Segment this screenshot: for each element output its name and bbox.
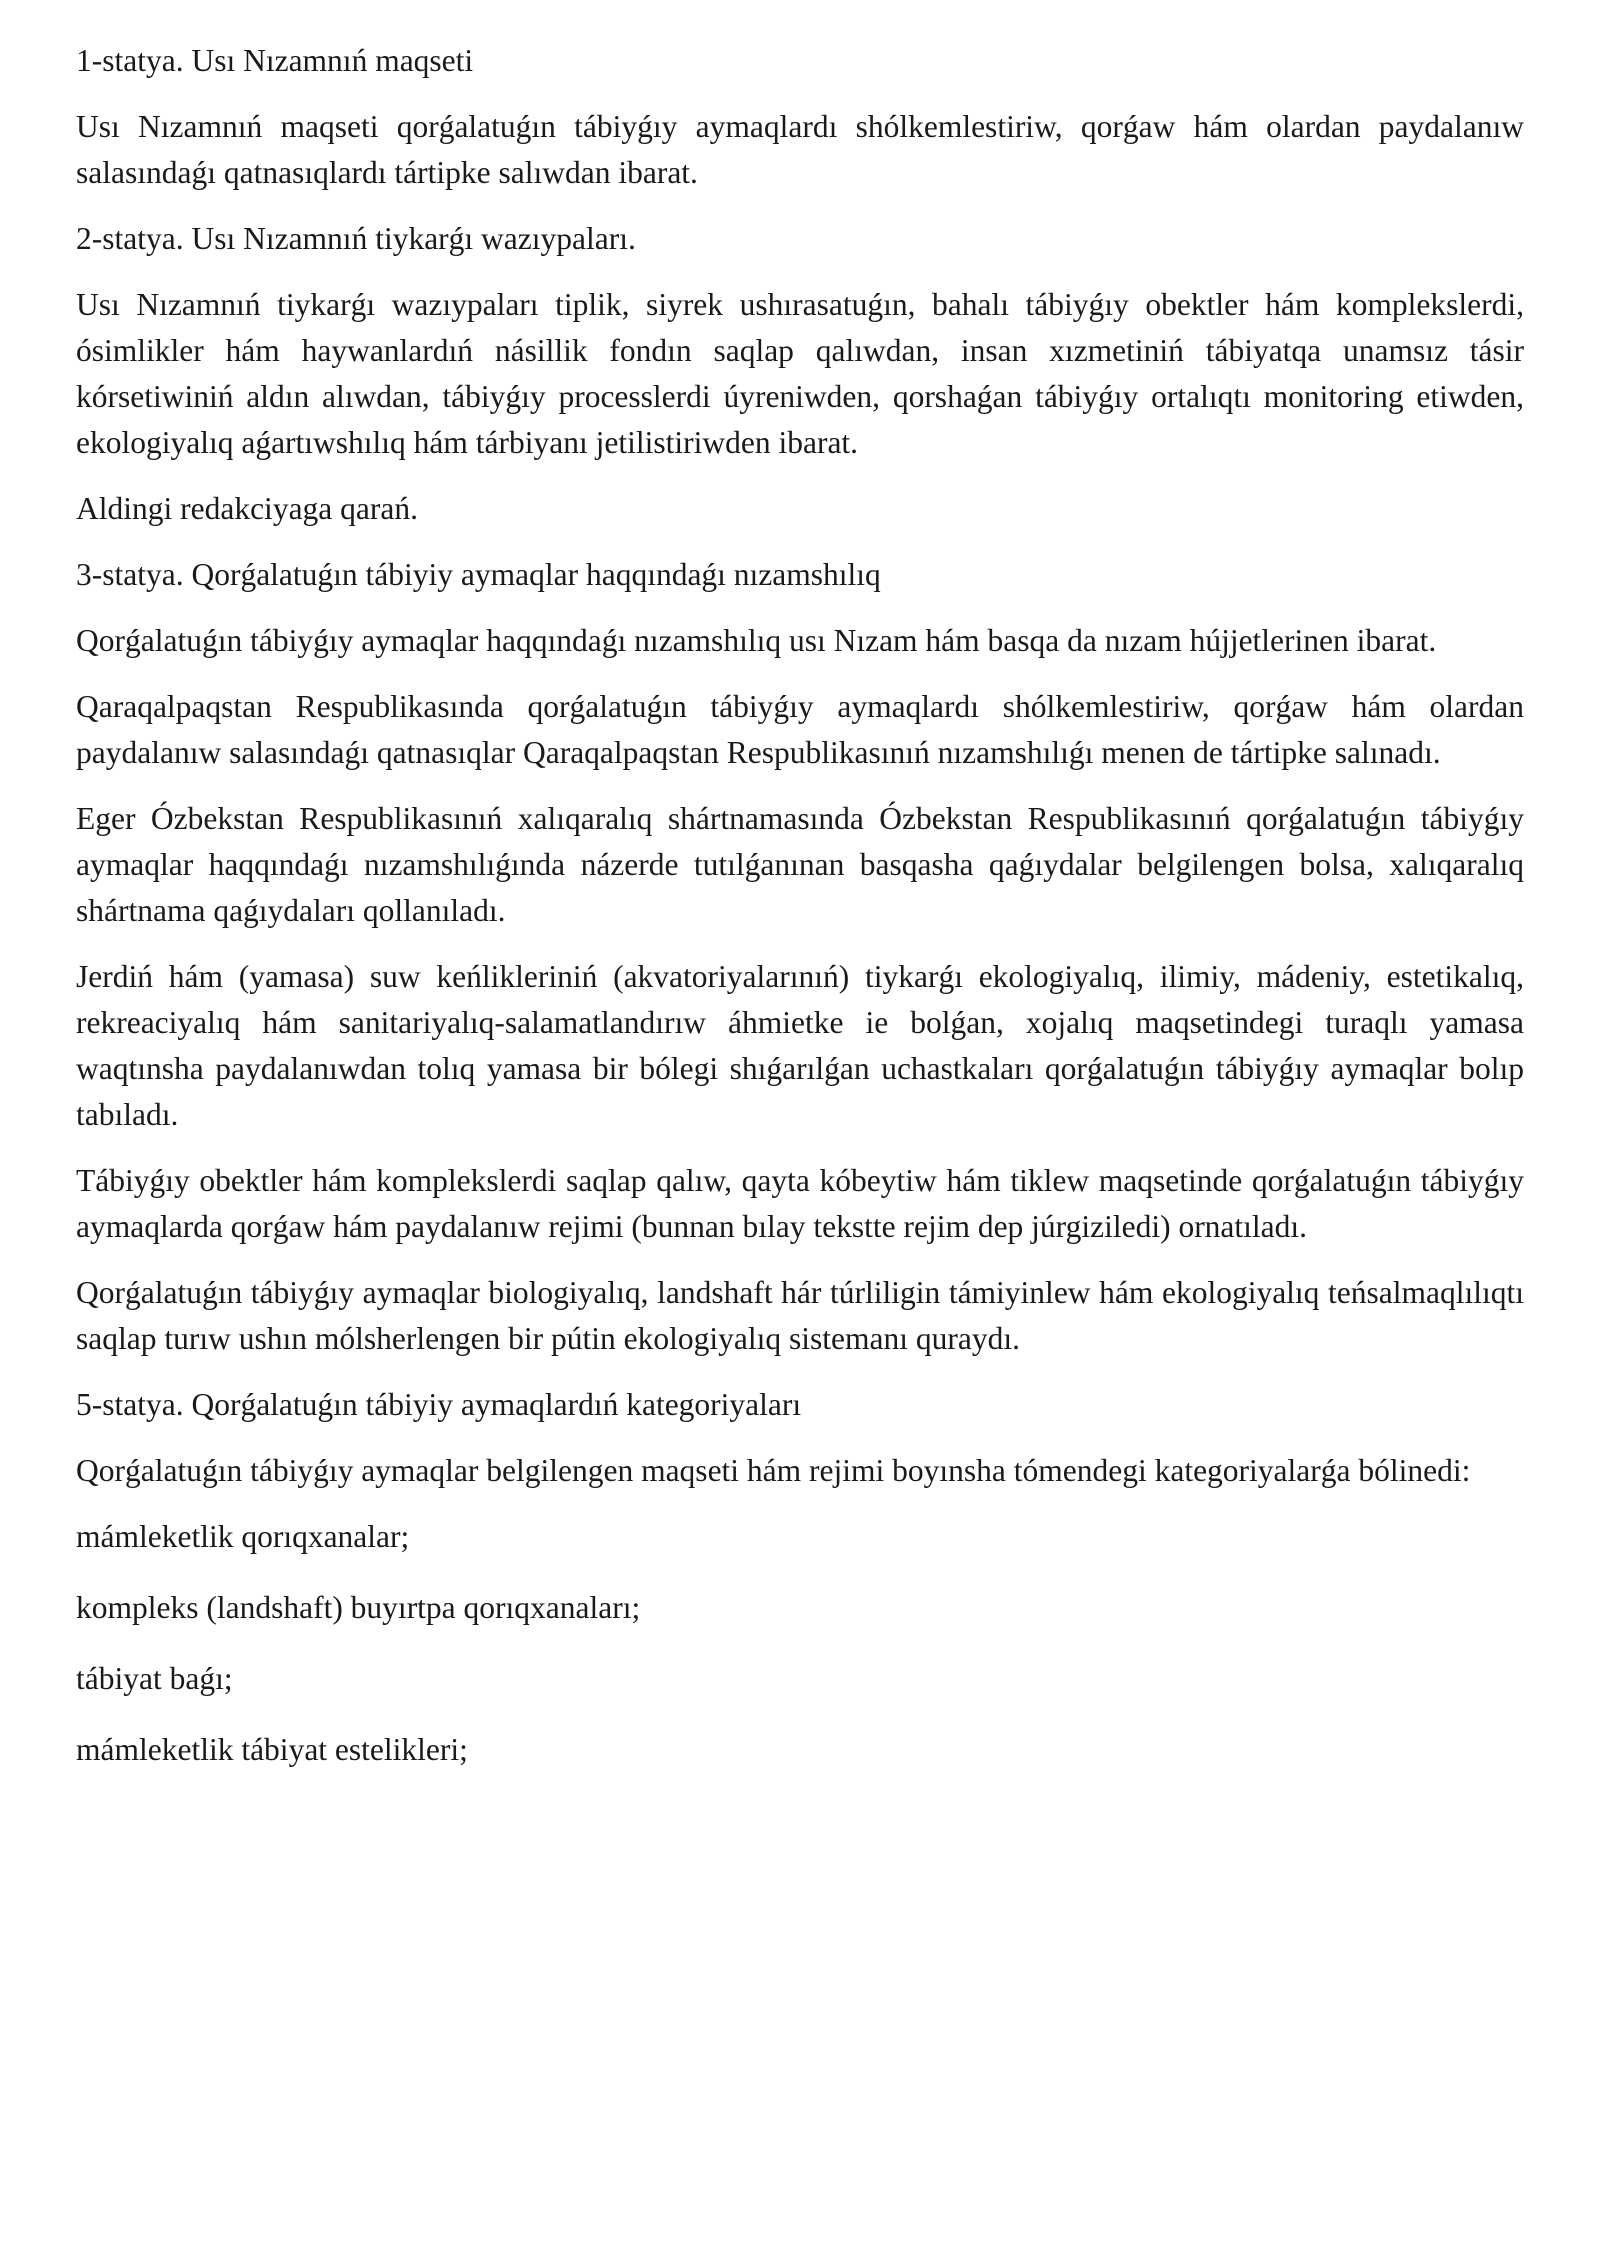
article-3-paragraph-2: Qaraqalpaqstan Respublikasında qorǵalatuǵın tábiyǵıy aymaqlardı shólkemlestiriw, qorǵaw hám olardan paydalanıw salasındaǵı qatnasıqlar Qaraqalpaqstan Respublikasınıń nızamshılıǵı menen de tártipke salınadı. [76,689,1524,770]
category-list-item: mámleketlik qorıqxanalar; [76,1519,410,1554]
category-list-item: mámleketlik tábiyat estelikleri; [76,1732,468,1767]
article-5-heading: 5-statya. Qorǵalatuǵın tábiyiy aymaqlardıń kategoriyaları [76,1387,802,1422]
definition-paragraph: Jerdiń hám (yamasa) suw keńlikleriniń (akvatoriyalarınıń) tiykarǵı ekologiyalıq, ilimiy, mádeniy, estetikalıq, rekreaciyalıq hám sanitariyalıq-salamatlandırıw áhmietke ie bolǵan, xojalıq maqsetindegi turaqlı yamasa waqtınsha paydalanıwdan tolıq yamasa bir bólegi shıǵarılǵan uchastkaları qorǵalatuǵın tábiyǵıy aymaqlar bolıp tabıladı. [76,959,1524,1132]
article-3-paragraph-1: Qorǵalatuǵın tábiyǵıy aymaqlar haqqındaǵı nızamshılıq usı Nızam hám basqa da nızam hújjetlerinen ibarat. [76,623,1437,658]
ecosystem-paragraph: Qorǵalatuǵın tábiyǵıy aymaqlar biologiyalıq, landshaft hár túrliligin támiyinlew hám ekologiyalıq teńsalmaqlılıqtı saqlap turıw ushın mólsherlengen bir pútin ekologiyalıq sistemanı quraydı. [76,1275,1524,1356]
article-1-heading: 1-statya. Usı Nızamnıń maqseti [76,43,474,78]
article-2-heading: 2-statya. Usı Nızamnıń tiykarǵı wazıypaları. [76,221,636,256]
regime-paragraph: Tábiyǵıy obektler hám komplekslerdi saqlap qalıw, qayta kóbeytiw hám tiklew maqsetinde qorǵalatuǵın tábiyǵıy aymaqlarda qorǵaw hám paydalanıw rejimi (bunnan bılay tekstte rejim dep júrgiziledi) ornatıladı. [76,1163,1524,1244]
article-5-paragraph: Qorǵalatuǵın tábiyǵıy aymaqlar belgilengen maqseti hám rejimi boyınsha tómendegi kategoriyalarǵa bólinedi: [76,1453,1471,1488]
document-page [76,38,1524,1798]
article-3-paragraph-3: Eger Ózbekstan Respublikasınıń xalıqaralıq shártnamasında Ózbekstan Respublikasınıń qorǵalatuǵın tábiyǵıy aymaqlar haqqındaǵı nızamshılıǵında názerde tutılǵanınan basqasha qaǵıydalar belgilengen bolsa, xalıqaralıq shártnama qaǵıydaları qollanıladı. [76,801,1524,928]
category-list-item: kompleks (landshaft) buyırtpa qorıqxanaları; [76,1590,641,1625]
previous-edition-note: Aldingi redakciyaga qarań. [76,491,418,526]
article-2-paragraph: Usı Nızamnıń tiykarǵı wazıypaları tiplik, siyrek ushırasatuǵın, bahalı tábiyǵıy obektler hám komplekslerdi, ósimlikler hám haywanlardıń násillik fondın saqlap qalıwdan, insan xızmetiniń tábiyatqa unamsız tásir kórsetiwiniń aldın alıwdan, tábiyǵıy processlerdi úyreniwden, qorshaǵan tábiyǵıy ortalıqtı monitoring etiwden, ekologiyalıq aǵartıwshılıq hám tárbiyanı jetilistiriwden ibarat. [76,287,1524,460]
category-list-item: tábiyat baǵı; [76,1661,233,1696]
article-1-paragraph: Usı Nızamnıń maqseti qorǵalatuǵın tábiyǵıy aymaqlardı shólkemlestiriw, qorǵaw hám olardan paydalanıw salasındaǵı qatnasıqlardı tártipke salıwdan ibarat. [76,109,1524,190]
article-3-heading: 3-statya. Qorǵalatuǵın tábiyiy aymaqlar haqqındaǵı nızamshılıq [76,557,881,592]
